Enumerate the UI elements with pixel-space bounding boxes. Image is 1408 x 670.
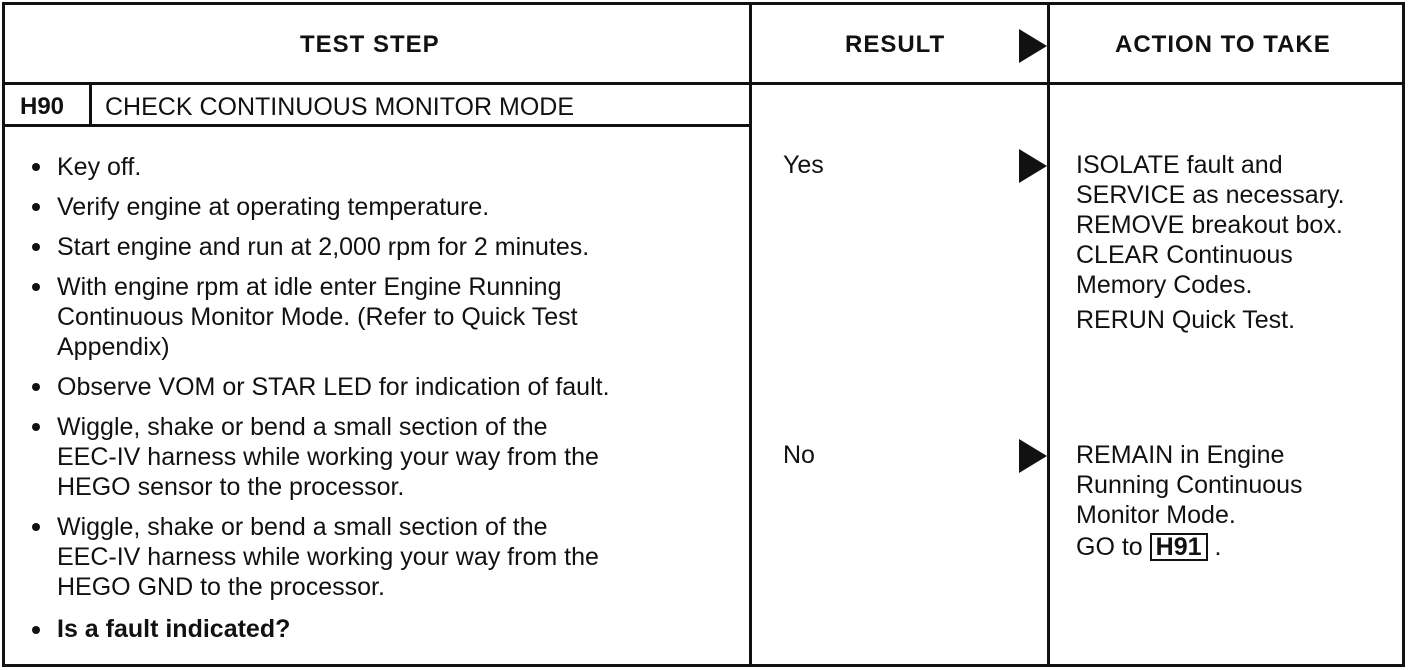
goto-line: [1076, 532, 1221, 562]
action-line: Monitor Mode.: [1076, 501, 1236, 529]
instruction-line: HEGO GND to the processor.: [57, 573, 385, 601]
step-title-divider: [2, 124, 751, 127]
table-border-left: [2, 2, 5, 667]
bullet-icon: [32, 243, 40, 251]
bullet-icon: [32, 626, 40, 634]
instruction-line: Appendix): [57, 333, 170, 361]
action-line: REMAIN in Engine: [1076, 441, 1285, 469]
instruction-line: Wiggle, shake or bend a small section of the: [57, 413, 548, 441]
result-yes: Yes: [783, 151, 824, 179]
goto-prefix: GO to: [1076, 533, 1143, 561]
table-border-right: [1402, 2, 1405, 667]
instruction-line: EEC-IV harness while working your way from the: [57, 543, 599, 571]
result-no: No: [783, 441, 815, 469]
header-test-step: TEST STEP: [300, 31, 440, 58]
bullet-icon: [32, 163, 40, 171]
action-line: Memory Codes.: [1076, 271, 1253, 299]
bullet-icon: [32, 423, 40, 431]
instruction-line: EEC-IV harness while working your way from the: [57, 443, 599, 471]
result-yes-arrow-icon: [1019, 149, 1047, 183]
step-title: CHECK CONTINUOUS MONITOR MODE: [105, 93, 574, 121]
action-line: ISOLATE fault and: [1076, 151, 1283, 179]
instruction-line: HEGO sensor to the processor.: [57, 473, 405, 501]
action-line: RERUN Quick Test.: [1076, 306, 1296, 334]
action-line: SERVICE as necessary.: [1076, 181, 1345, 209]
column-divider-2: [1047, 2, 1050, 667]
bullet-icon: [32, 383, 40, 391]
instruction-question: Is a fault indicated?: [57, 615, 291, 643]
step-id-divider: [89, 82, 92, 126]
header-result: RESULT: [845, 31, 946, 58]
action-line: CLEAR Continuous: [1076, 241, 1293, 269]
bullet-icon: [32, 523, 40, 531]
instruction-line: Wiggle, shake or bend a small section of the: [57, 513, 548, 541]
table-border-bottom: [2, 664, 1405, 667]
action-line: REMOVE breakout box.: [1076, 211, 1343, 239]
instruction-line: Verify engine at operating temperature.: [57, 193, 490, 221]
instruction-line: Key off.: [57, 153, 142, 181]
column-divider-1: [749, 2, 752, 667]
action-line: Running Continuous: [1076, 471, 1303, 499]
bullet-icon: [32, 203, 40, 211]
instruction-line: With engine rpm at idle enter Engine Running: [57, 273, 562, 301]
instruction-line: Observe VOM or STAR LED for indication of fault.: [57, 373, 610, 401]
goto-suffix: .: [1214, 533, 1222, 561]
instruction-line: Continuous Monitor Mode. (Refer to Quick Test: [57, 303, 578, 331]
step-id: H90: [20, 93, 65, 120]
header-divider: [2, 82, 1405, 85]
goto-target-step[interactable]: H91: [1150, 533, 1208, 561]
header-action: ACTION TO TAKE: [1115, 31, 1331, 58]
header-arrow-icon: [1019, 29, 1047, 63]
instruction-line: Start engine and run at 2,000 rpm for 2 minutes.: [57, 233, 590, 261]
bullet-icon: [32, 283, 40, 291]
result-no-arrow-icon: [1019, 439, 1047, 473]
table-border-top: [2, 2, 1405, 5]
